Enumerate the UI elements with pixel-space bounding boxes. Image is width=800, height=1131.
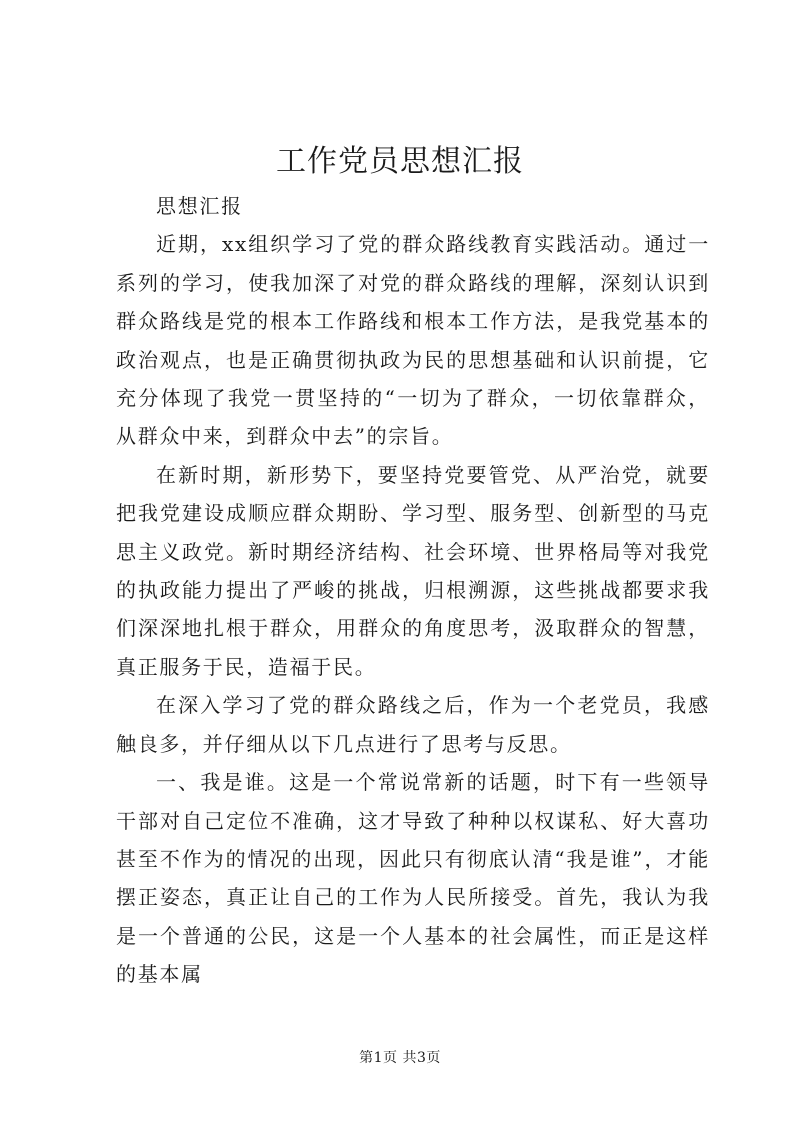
paragraph: 一、我是谁。这是一个常说常新的话题，时下有一些领导干部对自己定位不准确，这才导致了种种以权谋私、好大喜功甚至不作为的情况的出现，因此只有彻底认清“我是谁”，才能摆正姿态，真正让自己的工作为人民所接受。首先，我认为我是一个普通的公民，这是一个人基本的社会属性，而正是这样的基本属 — [116, 770, 710, 987]
page-footer: 第1页 共3页 — [359, 1050, 441, 1066]
document-title: 工作党员思想汇报 — [276, 144, 524, 179]
document-body — [116, 187, 710, 994]
paragraph: 在深入学习了党的群众路线之后，作为一个老党员，我感触良多，并仔细从以下几点进行了思考与反思。 — [116, 693, 710, 756]
paragraph: 在新时期，新形势下，要坚持党要管党、从严治党，就要把我党建设成顺应群众期盼、学习型、服务型、创新型的马克思主义政党。新时期经济结构、社会环境、世界格局等对我党的执政能力提出了严峻的挑战，归根溯源，这些挑战都要求我们深深地扎根于群众，用群众的角度思考，汲取群众的智慧，真正服务于民，造福于民。 — [116, 462, 710, 679]
paragraph-heading: 思想汇报 — [156, 194, 243, 218]
paragraph: 近期，xx组织学习了党的群众路线教育实践活动。通过一系列的学习，使我加深了对党的群众路线的理解，深刻认识到群众路线是党的根本工作路线和根本工作方法，是我党基本的政治观点，也是正确贯彻执政为民的思想基础和认识前提，它充分体现了我党一贯坚持的“一切为了群众，一切依靠群众，从群众中来，到群众中去”的宗旨。 — [116, 232, 710, 449]
